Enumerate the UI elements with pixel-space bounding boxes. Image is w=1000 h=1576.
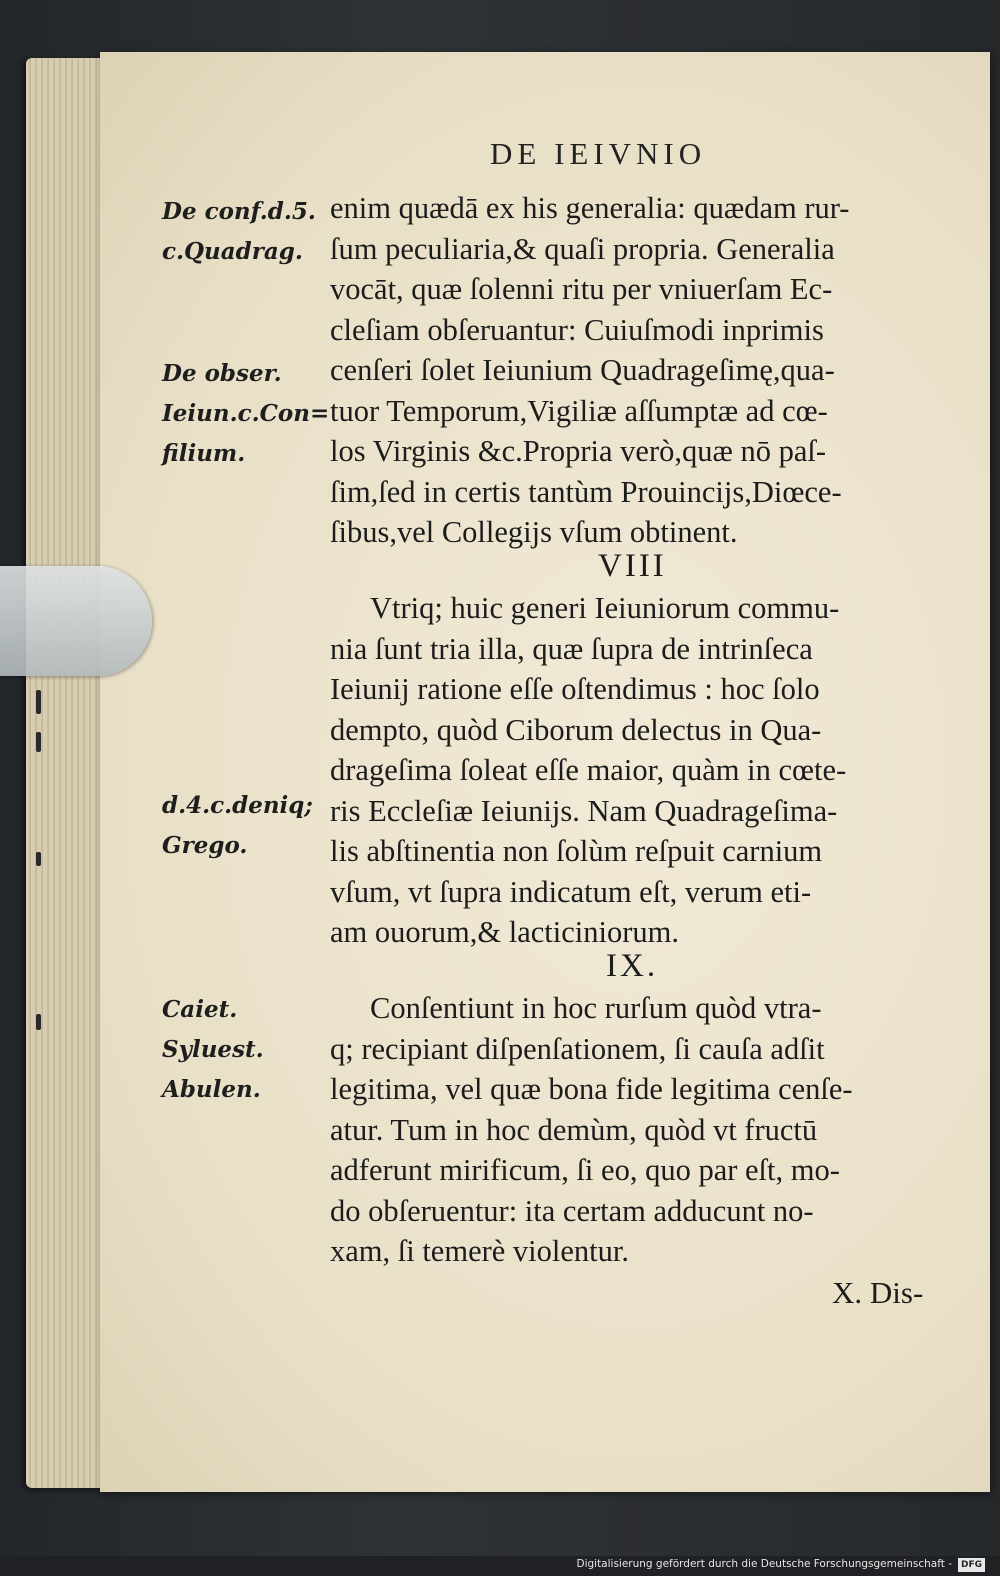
edge-mark (36, 1014, 41, 1030)
text-line: vocāt, quæ ſolenni ritu per vniuerſam Ec- (330, 272, 833, 306)
margin-note: c.Quadrag. (162, 238, 303, 265)
text-line: am ouorum,& lacticiniorum. (330, 915, 679, 949)
edge-mark (36, 690, 41, 714)
text-line: atur. Tum in hoc demùm, quòd vt fructū (330, 1112, 818, 1147)
margin-note: Abulen. (162, 1076, 261, 1103)
section-number: VIII (598, 548, 667, 584)
paragraph (330, 988, 958, 1272)
margin-note: Caiet. (162, 996, 238, 1023)
margin-note-group (162, 192, 332, 272)
dfg-logo: DFG (958, 1558, 985, 1572)
section-number: IX. (606, 948, 659, 984)
text-line: drageſima ſoleat eſſe maior, quàm in cœte- (330, 753, 847, 787)
margin-note: Syluest. (162, 1036, 264, 1063)
text-line: q; recipiant diſpenſationem, ſi cauſa adſit (330, 1031, 825, 1066)
margin-note: Grego. (162, 832, 248, 859)
text-line: Conſentiunt in hoc rurſum quòd vtra- (370, 991, 822, 1025)
text-line: cleſiam obſeruantur: Cuiuſmodi inprimis (330, 312, 824, 347)
text-line: Ieiunij ratione eſſe oſtendimus : hoc ſolo (330, 672, 820, 706)
text-line: vſum, vt ſupra indicatum eſt, verum eti- (330, 874, 812, 909)
text-line: legitima, vel quæ bona fide legitima cenſe- (330, 1072, 853, 1106)
text-line: do obſeruentur: ita certam adducunt no- (330, 1193, 814, 1228)
text-line: ſum peculiaria,& quaſi propria. Generalia (330, 231, 835, 266)
text-line: Vtriq; huic generi Ieiuniorum commu- (370, 591, 840, 625)
margin-note-group (162, 354, 332, 474)
text-line: enim quædā ex his generalia: quædam rur- (330, 191, 850, 225)
margin-note: d.4.c.deniq; (162, 792, 313, 819)
text-line: xam, ſi temerè violentur. (330, 1234, 629, 1268)
margin-note: filium. (162, 440, 246, 467)
margin-note-group (162, 990, 332, 1110)
text-line: ſim,ſed in certis tantùm Prouincijs,Diœce- (330, 474, 842, 509)
text-line: cenſeri ſolet Ieiunium Quadrageſimę,qua- (330, 353, 835, 387)
paragraph (330, 588, 958, 953)
text-line: adferunt mirificum, ſi eo, quo par eſt, mo- (330, 1153, 840, 1187)
text-line: tuor Temporum,Vigiliæ aſſumptæ ad cœ- (330, 393, 828, 428)
margin-note: Ieiun.c.Con= (162, 400, 330, 427)
book-page-edges (26, 58, 106, 1488)
margin-note: De conf.d.5. (162, 198, 316, 225)
text-line: dempto, quòd Ciborum delectus in Qua- (330, 712, 822, 747)
text-line: ſibus,vel Collegijs vſum obtinent. (330, 515, 738, 549)
margin-note-group (162, 786, 332, 866)
paragraph (330, 188, 958, 553)
text-line: los Virginis &c.Propria verò,quæ nō paſ- (330, 434, 827, 468)
edge-mark (36, 732, 41, 752)
text-line: nia ſunt tria illa, quæ ſupra de intrinſeca (330, 631, 813, 666)
page-clip (0, 566, 152, 676)
text-line: ris Eccleſiæ Ieiunijs. Nam Quadrageſima- (330, 793, 838, 828)
margin-note: De obser. (162, 360, 282, 387)
text-line: lis abſtinentia non ſolùm reſpuit carnium (330, 834, 823, 868)
catchword: X. Dis- (832, 1275, 924, 1310)
edge-mark (36, 852, 41, 866)
footer-credit: Digitalisierung gefördert durch die Deutsche Forschungsgemeinschaft - (576, 1558, 952, 1570)
running-head: DE IEIVNIO (490, 136, 707, 171)
